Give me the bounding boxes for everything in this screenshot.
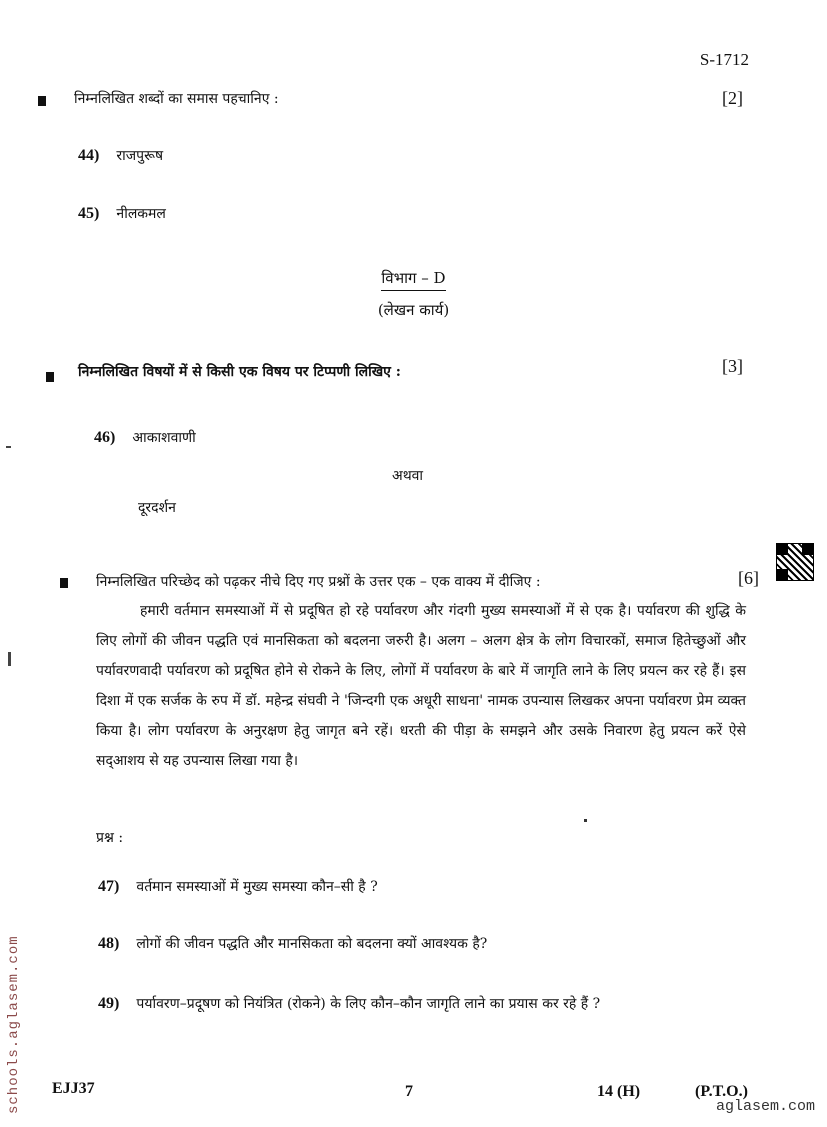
scan-dot <box>584 819 587 822</box>
bullet-icon <box>60 578 68 588</box>
question-text: नीलकमल <box>116 206 166 222</box>
qr-code-icon <box>776 543 814 581</box>
question-instruction: निम्नलिखित परिच्छेद को पढ़कर नीचे दिए गए प्रश्नों के उत्तर एक – एक वाक्य में दीजिए : <box>96 574 541 590</box>
question-text: आकाशवाणी <box>132 430 196 446</box>
question-text: लोगों की जीवन पद्धति और मानसिकता को बदलना क्यों आवश्यक है? <box>136 936 488 952</box>
or-label: अथवा <box>392 468 424 484</box>
question-number: 46) <box>94 429 116 446</box>
question-instruction: निम्नलिखित विषयों में से किसी एक विषय पर टिप्पणी लिखिए : <box>78 364 401 380</box>
passage-text: हमारी वर्तमान समस्याओं में से प्रदूषित हो रहे पर्यावरण और गंदगी मुख्य समस्याओं में से एक है। पर्यावरण की शुद्धि के लिए लोगों की जीवन पद्धति एवं मानसिकता को बदलना जरुरी है। अलग – अलग क्षेत्र के लोग विचारकों, समाज हितेच्छुओं और पर्यावरणवादी पर्यावरण को प्रदूषित होने से रोकने के लिए, लोगों में पर्यावरण के बारे में जागृति लाने के लिए प्रयत्न कर रहे हैं। इस दिशा में एक सर्जक के रुप में डॉ. महेन्द्र संघवी ने 'जिन्दगी एक अधूरी साधना' नामक उपन्यास लिखकर अपना पर्यावरण प्रेम व्यक्त किया है। लोग पर्यावरण के अनुरक्षण हेतु जागृत बने रहें। धरती की पीड़ा के समझने और उसके निवारण हेतु प्रयत्न करें ऐसे सद्आशय से यह उपन्यास लिखा गया है। <box>96 603 746 769</box>
question-number: 47) <box>98 878 120 895</box>
footer-code: EJJ37 <box>52 1080 95 1097</box>
question-text: राजपुरूष <box>116 148 164 164</box>
question-item <box>98 993 600 1013</box>
question-item <box>78 145 163 165</box>
question-text: वर्तमान समस्याओं में मुख्य समस्या कौन–सी है ? <box>136 879 378 895</box>
footer-set: 14 (H) <box>597 1083 641 1100</box>
question-number: 45) <box>78 205 100 222</box>
bullet-icon <box>38 96 46 106</box>
question-item <box>98 933 487 953</box>
section-title: विभाग – D <box>0 268 827 291</box>
scan-mark <box>6 446 11 448</box>
paper-code: S-1712 <box>699 50 749 69</box>
bottom-watermark: aglasem.com <box>715 1098 815 1115</box>
marks: [3] <box>722 356 743 376</box>
question-text: पर्यावरण–प्रदूषण को नियंत्रित (रोकने) के लिए कौन–कौन जागृति लाने का प्रयास कर रहे हैं ? <box>136 996 601 1012</box>
question-item <box>94 427 196 447</box>
question-item <box>78 203 166 223</box>
side-watermark: schools.aglasem.com <box>6 935 22 1114</box>
scan-mark <box>8 652 11 666</box>
question-item <box>98 876 378 896</box>
section-subtitle: (लेखन कार्य) <box>377 301 450 319</box>
bullet-icon <box>46 372 54 382</box>
questions-label: प्रश्न : <box>96 830 124 846</box>
pto-label: (P.T.O.) <box>695 1083 748 1100</box>
question-text: दूरदर्शन <box>138 500 176 516</box>
question-number: 48) <box>98 935 120 952</box>
marks: [6] <box>738 568 759 588</box>
question-number: 49) <box>98 995 120 1012</box>
question-number: 44) <box>78 147 100 164</box>
marks: [2] <box>722 88 743 108</box>
question-instruction: निम्नलिखित शब्दों का समास पहचानिए : <box>74 91 279 107</box>
page-number: 7 <box>405 1083 413 1100</box>
